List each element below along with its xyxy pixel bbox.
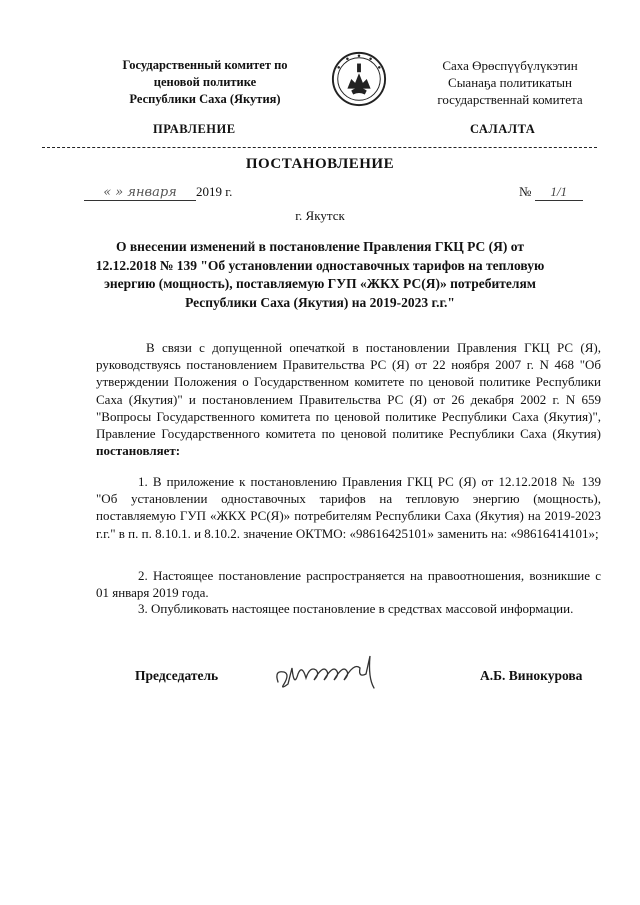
signatory-title: Председатель [135, 668, 219, 683]
header-right-org [405, 57, 615, 108]
preamble-paragraph [96, 339, 601, 459]
header-divider [42, 147, 597, 148]
header-left-org [95, 57, 315, 108]
handwritten-signature [270, 648, 400, 696]
date-handwritten: « » января [84, 185, 196, 201]
item-1-text: 1. В приложение к постановлению Правления ГКЦ РС (Я) от 12.12.2018 № 139 "Об установлении одноставочных тарифов на тепловую энергию (мощность), поставляемую ГУП «ЖКХ РС(Я)» потребителям Республики Саха (Якутия) на 2019-2023 г.г." в п. п. 8.10.1. и 8.10.2. значение ОКТМО: «98616425101» заменить на: «98616414101»; [96, 474, 601, 541]
header-right-line-1: Саха Өрөспүүбүлүкэтин [442, 58, 578, 73]
date-year: 2019 г. [196, 184, 233, 199]
header-left-line-1: Государственный комитет по [122, 58, 288, 72]
item-3-paragraph [96, 600, 601, 617]
header-left-line-2: ценовой политике [153, 75, 257, 89]
item-3-text: 3. Опубликовать настоящее постановление в средствах массовой информации. [138, 601, 574, 616]
document-date [84, 184, 232, 201]
item-1-paragraph [96, 473, 601, 542]
document-type-title: ПОСТАНОВЛЕНИЕ [245, 156, 395, 172]
header-right-line-3: государственнай комитета [437, 92, 583, 107]
preamble-text: В связи с допущенной опечаткой в постановлении Правления ГКЦ РС (Я), руководствуясь постановлением Правительства РС (Я) от 22 ноября 2007 г. N 468 "Об утверждении Положения о Государственном комитете по ценовой политике Республики Саха (Якутия)" и постановлением Правительства РС (Я) от 26 декабря 2002 г. N 659 "Вопросы Государственного комитета по ценовой политике Республики Саха (Якутия)", Правление Государственного комитета по ценовой политике Республики Саха (Якутия) [96, 340, 601, 442]
department-left: ПРАВЛЕНИЕ [153, 122, 236, 136]
item-2-text: 2. Настоящее постановление распространяется на правоотношения, возникшие с 01 января 2019 года. [96, 568, 601, 601]
header-right-line-2: Сыанаҕа политикатын [448, 75, 572, 90]
document-city: г. Якутск [295, 208, 345, 223]
number-prefix: № [519, 184, 532, 199]
emblem-icon [330, 50, 388, 108]
header-left-line-3: Республики Саха (Якутия) [129, 92, 281, 106]
department-right: САЛАЛТА [470, 122, 536, 136]
document-subject: О внесении изменений в постановление Правления ГКЦ РС (Я) от 12.12.2018 № 139 "Об установлении одноставочных тарифов на тепловую энергию (мощность), поставляемую ГУП «ЖКХ РС(Я)» потребителям Республики Саха (Якутия) на 2019-2023 г.г." [95, 239, 545, 310]
item-2-paragraph [96, 567, 601, 601]
signatory-name: А.Б. Винокурова [480, 668, 583, 683]
document-number [519, 184, 583, 201]
number-handwritten: 1/1 [535, 184, 583, 201]
preamble-resolves: постановляет: [96, 443, 181, 459]
